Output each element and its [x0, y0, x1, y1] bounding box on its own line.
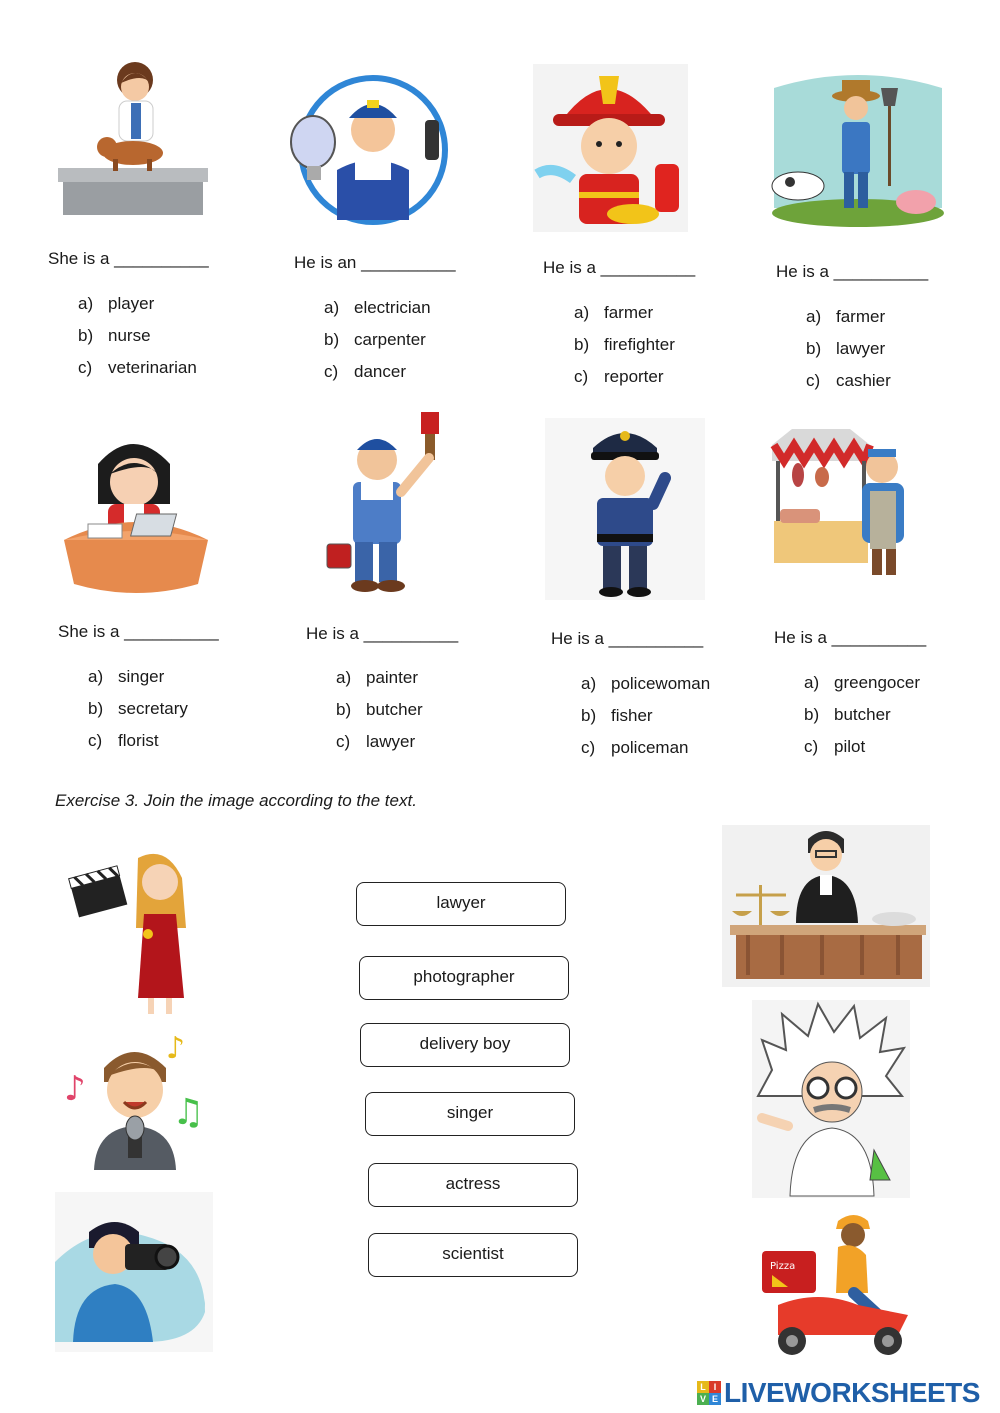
actress-picture[interactable] — [66, 848, 206, 1023]
svg-text:♪: ♪ — [64, 1069, 86, 1109]
question-3-option-a[interactable]: a) farmer — [574, 303, 654, 322]
question-8-prompt: He is a __________ — [774, 628, 927, 647]
svg-text:♪: ♪ — [166, 1031, 186, 1066]
delivery-boy-picture[interactable] — [758, 1205, 918, 1363]
question-2-prompt: He is an __________ — [294, 253, 456, 272]
word-box-delivery-boy[interactable]: delivery boy — [360, 1023, 570, 1067]
question-8-options — [804, 667, 920, 763]
question-4-options — [806, 301, 891, 397]
word-box-scientist[interactable]: scientist — [368, 1233, 578, 1277]
question-2-options — [324, 292, 431, 388]
farmer-picture — [768, 68, 948, 228]
question-1-option-c[interactable]: c) veterinarian — [78, 358, 197, 377]
word-box-photographer[interactable]: photographer — [359, 956, 569, 1000]
question-7-option-b[interactable]: b) fisher — [581, 706, 653, 725]
svg-text:♫: ♫ — [172, 1092, 205, 1133]
word-box-lawyer[interactable]: lawyer — [356, 882, 566, 926]
question-2-option-c[interactable]: c) dancer — [324, 362, 406, 381]
question-1-option-a[interactable]: a) player — [78, 294, 155, 313]
question-8-option-c[interactable]: c) pilot — [804, 737, 866, 756]
question-7-option-c[interactable]: c) policeman — [581, 738, 689, 757]
question-6-prompt: He is a __________ — [306, 624, 459, 643]
question-2-option-b[interactable]: b) carpenter — [324, 330, 426, 349]
secretary-picture — [58, 434, 213, 599]
question-6-options — [336, 662, 423, 758]
question-4-option-a[interactable]: a) farmer — [806, 307, 886, 326]
question-4-option-c[interactable]: c) cashier — [806, 371, 891, 390]
question-3-prompt: He is a __________ — [543, 258, 696, 277]
question-1-prompt: She is a __________ — [48, 249, 209, 268]
question-1-options — [78, 288, 197, 384]
svg-text:Pizza: Pizza — [770, 1261, 796, 1272]
question-1-option-b[interactable]: b) nurse — [78, 326, 151, 345]
firefighter-picture — [533, 64, 688, 232]
liveworksheets-mark-icon: L I V E — [697, 1381, 721, 1405]
question-8-option-b[interactable]: b) butcher — [804, 705, 891, 724]
question-4-prompt: He is a __________ — [776, 262, 929, 281]
question-3-option-b[interactable]: b) firefighter — [574, 335, 675, 354]
word-box-actress[interactable]: actress — [368, 1163, 578, 1207]
liveworksheets-logo-text: LIVEWORKSHEETS — [724, 1377, 980, 1408]
veterinarian-picture — [55, 55, 210, 220]
butcher-picture — [770, 425, 925, 580]
question-5-option-b[interactable]: b) secretary — [88, 699, 188, 718]
question-7-prompt: He is a __________ — [551, 629, 704, 648]
question-7-option-a[interactable]: a) policewoman — [581, 674, 711, 693]
photographer-picture[interactable] — [55, 1192, 213, 1352]
exercise-3-title: Exercise 3. Join the image according to the text. — [55, 791, 417, 810]
question-6-option-b[interactable]: b) butcher — [336, 700, 423, 719]
word-box-singer[interactable]: singer — [365, 1092, 575, 1136]
electrician-picture — [285, 70, 455, 228]
question-3-option-c[interactable]: c) reporter — [574, 367, 664, 386]
singer-picture[interactable] — [62, 1028, 210, 1176]
question-2-option-a[interactable]: a) electrician — [324, 298, 431, 317]
question-8-option-a[interactable]: a) greengocer — [804, 673, 921, 692]
question-6-option-a[interactable]: a) painter — [336, 668, 418, 687]
lawyer-picture[interactable] — [722, 825, 930, 987]
question-7-options — [581, 668, 710, 764]
question-6-option-c[interactable]: c) lawyer — [336, 732, 416, 751]
liveworksheets-logo — [697, 1378, 980, 1408]
painter-picture — [325, 408, 450, 598]
question-5-prompt: She is a __________ — [58, 622, 219, 641]
question-3-options — [574, 297, 675, 393]
policeman-picture — [545, 418, 705, 600]
question-4-option-b[interactable]: b) lawyer — [806, 339, 886, 358]
question-5-option-a[interactable]: a) singer — [88, 667, 165, 686]
question-5-option-c[interactable]: c) florist — [88, 731, 159, 750]
scientist-picture[interactable] — [752, 1000, 910, 1198]
question-5-options — [88, 661, 188, 757]
